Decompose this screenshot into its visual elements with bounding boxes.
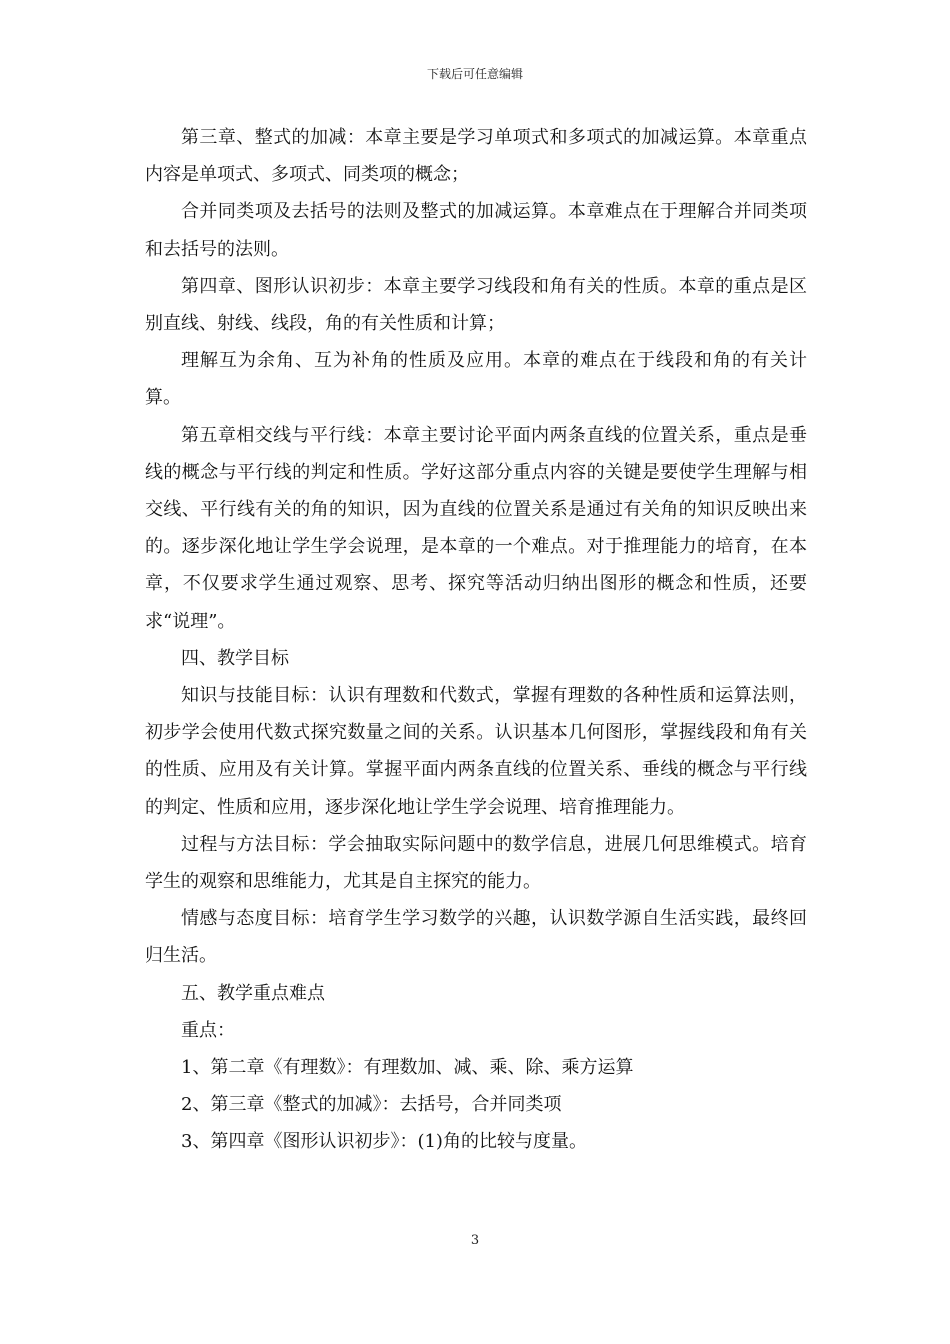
- paragraph-knowledge-goal: 知识与技能目标：认识有理数和代数式，掌握有理数的各种性质和运算法则，初步学会使用代数式探究数量之间的关系。认识基本几何图形，掌握线段和角有关的性质、应用及有关计算。掌握平面内两条直线的位置关系、垂线的概念与平行线的判定、性质和应用，逐步深化地让学生学会说理、培育推理能力。: [145, 685, 807, 818]
- list-item-key-point-1: 1、第二章《有理数》：有理数加、减、乘、除、乘方运算: [181, 1057, 634, 1079]
- paragraph-attitude-goal: 情感与态度目标：培育学生学习数学的兴趣，认识数学源自生活实践，最终回归生活。: [145, 908, 807, 967]
- section-heading-teaching-goals: 四、教学目标: [181, 647, 289, 669]
- document-body: [145, 119, 807, 1161]
- list-item-key-point-2: 2、第三章《整式的加减》：去括号，合并同类项: [181, 1094, 562, 1116]
- page-number: 3: [470, 1233, 480, 1248]
- paragraph-process-goal: 过程与方法目标：学会抽取实际问题中的数学信息，进展几何思维模式。培育学生的观察和思维能力，尤其是自主探究的能力。: [145, 833, 807, 893]
- list-item-key-point-3: 3、第四章《图形认识初步》：(1)角的比较与度量。: [181, 1131, 587, 1153]
- paragraph-chapter-5: 第五章相交线与平行线：本章主要讨论平面内两条直线的位置关系，重点是垂线的概念与平行线的判定和性质。学好这部分重点内容的关键是要使学生理解与相交线、平行线有关的角的知识，因为直线的位置关系是通过有关角的知识反映出来的。逐步深化地让学生学会说理，是本章的一个难点。对于推理能力的培育，在本章，不仅要求学生通过观察、思考、探究等活动归纳出图形的概念和性质，还要求“说理”。: [145, 424, 807, 632]
- paragraph-chapter-3: 第三章、整式的加减：本章主要是学习单项式和多项式的加减运算。本章重点内容是单项式、多项式、同类项的概念；: [145, 127, 807, 186]
- section-heading-key-points: 五、教学重点难点: [181, 982, 325, 1004]
- paragraph-chapter-3-continued: 合并同类项及去括号的法则及整式的加减运算。本章难点在于理解合并同类项和去括号的法则。: [145, 201, 807, 260]
- page-header: 下载后可任意编辑: [426, 67, 523, 81]
- label-key-points: 重点：: [181, 1019, 235, 1041]
- paragraph-chapter-4-continued: 理解互为余角、互为补角的性质及应用。本章的难点在于线段和角的有关计算。: [145, 350, 807, 409]
- paragraph-chapter-4: 第四章、图形认识初步：本章主要学习线段和角有关的性质。本章的重点是区别直线、射线、线段，角的有关性质和计算；: [145, 275, 807, 335]
